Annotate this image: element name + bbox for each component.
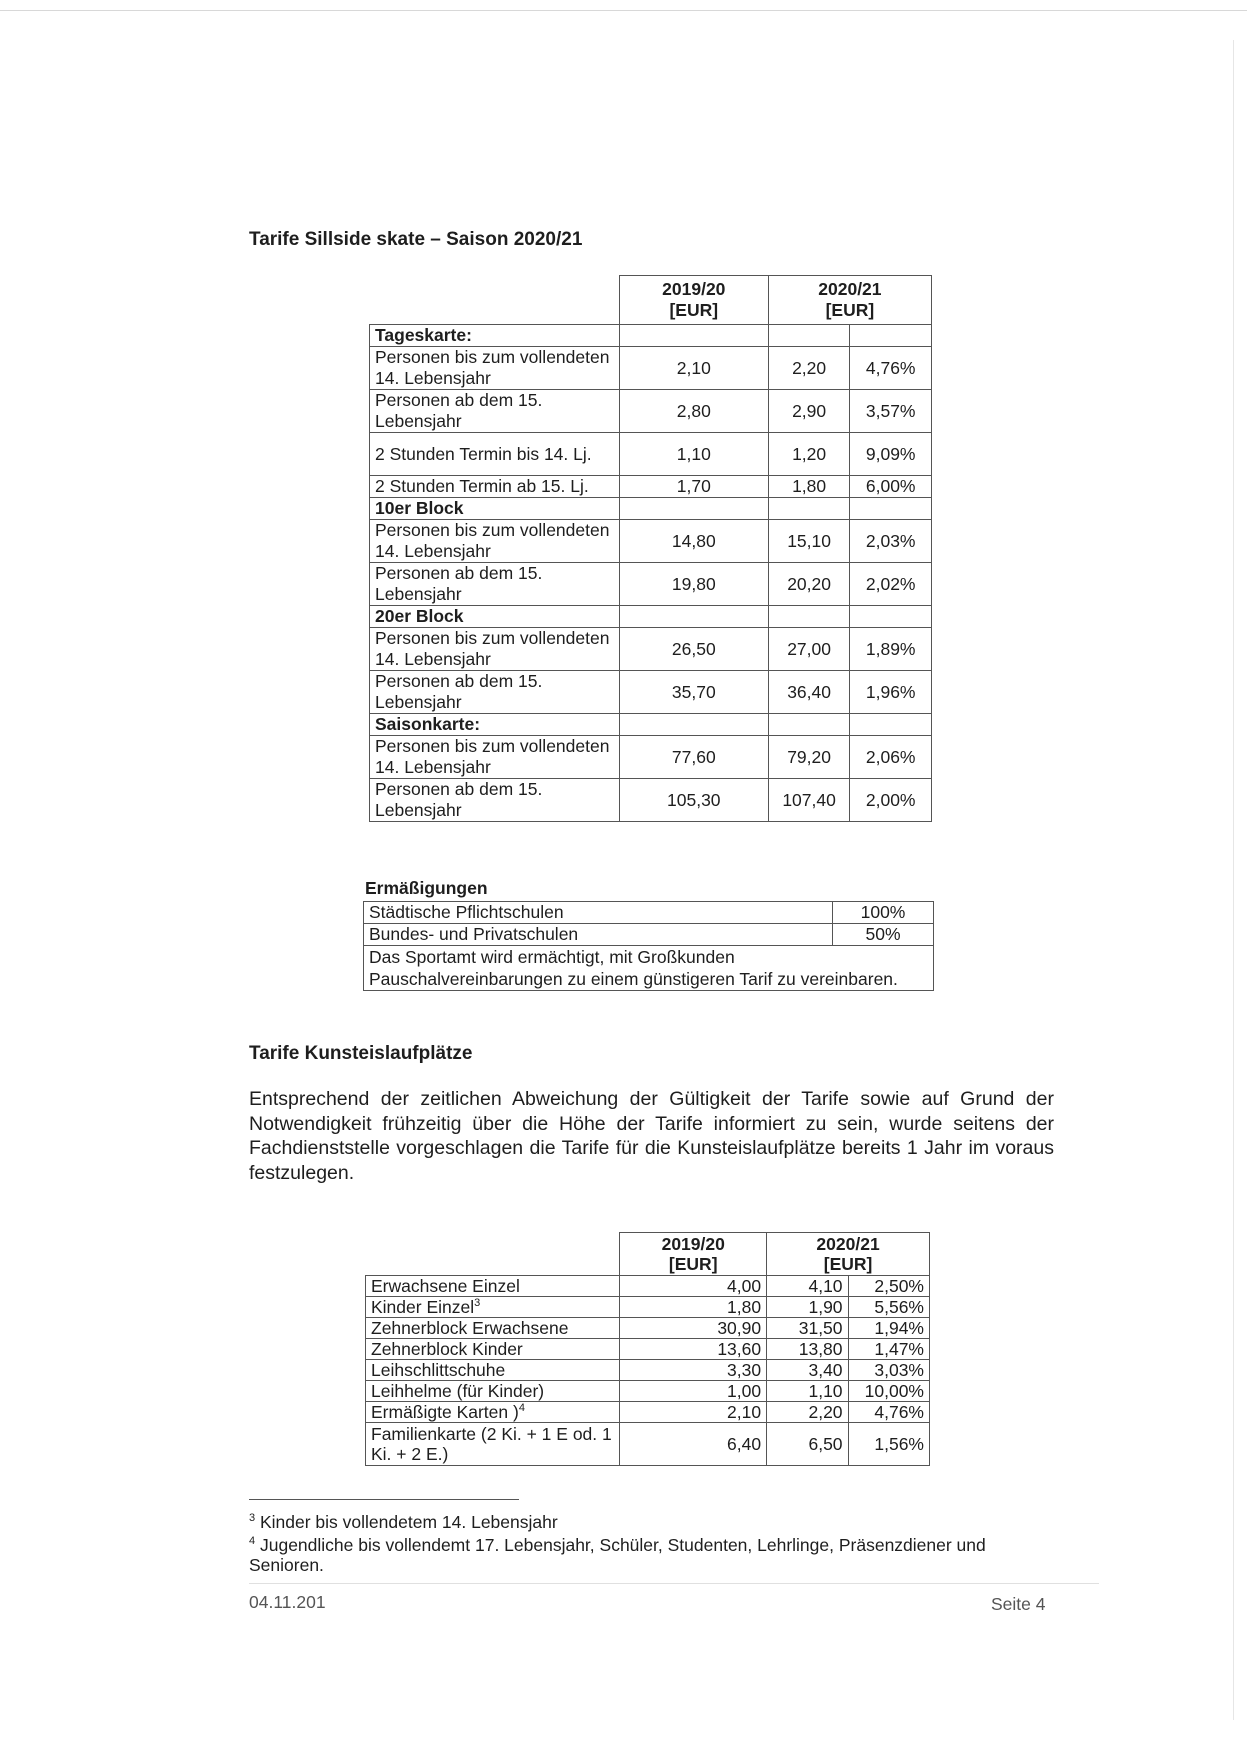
change-percent: 2,03% (850, 520, 932, 563)
row-label: Tageskarte: (370, 325, 620, 347)
table-row (366, 1381, 930, 1402)
value-2019: 1,00 (620, 1381, 767, 1402)
value-2019: 30,90 (620, 1318, 767, 1339)
value-2020: 79,20 (768, 736, 850, 779)
value-2019: 14,80 (619, 520, 768, 563)
value-2020: 15,10 (768, 520, 850, 563)
row-label: Erwachsene Einzel (366, 1276, 620, 1297)
table-row (366, 1297, 930, 1318)
footnote-3: $^3$ Kinder bis vollendetem 14. Lebensjahr (249, 1512, 558, 1532)
value-2019: 3,30 (620, 1360, 767, 1381)
change-percent: 5,56% (848, 1297, 929, 1318)
value-2020: 4,10 (767, 1276, 848, 1297)
value-2020: 6,50 (767, 1423, 848, 1466)
table-header-row (370, 276, 932, 325)
value-2020: 107,40 (768, 779, 850, 822)
table-row (366, 1402, 930, 1423)
table-row (370, 779, 932, 822)
value-2019: 1,70 (619, 476, 768, 498)
table-row (370, 736, 932, 779)
table-row (370, 433, 932, 476)
row-label: 2 Stunden Termin bis 14. Lj. (370, 433, 620, 476)
change-percent: 9,09% (850, 433, 932, 476)
row-label: 20er Block (370, 606, 620, 628)
discount-value: 50% (833, 924, 934, 946)
row-label: Personen ab dem 15. Lebensjahr (370, 563, 620, 606)
value-2020: 1,80 (768, 476, 850, 498)
row-label: Saisonkarte: (370, 714, 620, 736)
value-2020: 2,20 (768, 347, 850, 390)
discount-row (364, 924, 934, 946)
change-percent: 3,57% (850, 390, 932, 433)
row-label: Familienkarte (2 Ki. + 1 E od. 1 Ki. + 2 E.) (366, 1423, 620, 1466)
value-2020: 20,20 (768, 563, 850, 606)
change-percent: 1,94% (848, 1318, 929, 1339)
discount-label: Bundes- und Privatschulen (364, 924, 833, 946)
row-label: Personen bis zum vollendeten 14. Lebensjahr (370, 736, 620, 779)
change-percent: 4,76% (850, 347, 932, 390)
value-2019: 4,00 (620, 1276, 767, 1297)
value-2019: 2,10 (620, 1402, 767, 1423)
row-label: 10er Block (370, 498, 620, 520)
discount-label: Städtische Pflichtschulen (364, 902, 833, 924)
change-percent: 1,56% (848, 1423, 929, 1466)
row-label: Ermäßigte Karten )$^4$ (366, 1402, 620, 1423)
discount-note-row (364, 946, 934, 991)
value-2019: 26,50 (619, 628, 768, 671)
change-percent: 1,96% (850, 671, 932, 714)
footer-rule (249, 1583, 1099, 1584)
value-2019: 13,60 (620, 1339, 767, 1360)
value-2020: 13,80 (767, 1339, 848, 1360)
kunsteis-tariff-table (365, 1232, 930, 1466)
footnote-ref: 4 (518, 1402, 525, 1414)
row-label: Leihhelme (für Kinder) (366, 1381, 620, 1402)
sillside-tariff-table (369, 275, 932, 822)
table-row (366, 1276, 930, 1297)
table-row (370, 520, 932, 563)
table-section-row (370, 606, 932, 628)
footnote-ref: 3 (474, 1297, 481, 1309)
table-row (370, 476, 932, 498)
change-percent: 6,00% (850, 476, 932, 498)
table-header-row (366, 1233, 930, 1276)
table-row (366, 1423, 930, 1466)
value-2019: 35,70 (619, 671, 768, 714)
row-label: Zehnerblock Erwachsene (366, 1318, 620, 1339)
change-percent: 1,47% (848, 1339, 929, 1360)
row-label: Personen bis zum vollendeten 14. Lebensjahr (370, 520, 620, 563)
table-row (370, 563, 932, 606)
change-percent: 3,03% (848, 1360, 929, 1381)
row-label: Leihschlittschuhe (366, 1360, 620, 1381)
row-label: Personen bis zum vollendeten 14. Lebensjahr (370, 347, 620, 390)
change-percent: 2,06% (850, 736, 932, 779)
footer-page-number: Seite 4 (991, 1594, 1046, 1614)
col-header-2019: 2019/20 [EUR] (620, 1233, 767, 1276)
table-row (370, 390, 932, 433)
value-2019: 1,80 (620, 1297, 767, 1318)
value-2019: 6,40 (620, 1423, 767, 1466)
discounts-table (363, 901, 934, 991)
value-2019: 105,30 (619, 779, 768, 822)
table-row (370, 347, 932, 390)
value-2020: 1,20 (768, 433, 850, 476)
row-label: Personen ab dem 15. Lebensjahr (370, 671, 620, 714)
scan-edge-top (0, 10, 1247, 11)
discount-note: Das Sportamt wird ermächtigt, mit Großkunden Pauschalvereinbarungen zu einem günstigeren Tarif zu vereinbaren. (364, 946, 934, 991)
change-percent: 2,02% (850, 563, 932, 606)
table-section-row (370, 325, 932, 347)
table-row (370, 628, 932, 671)
row-label: Kinder Einzel$^3$ (366, 1297, 620, 1318)
row-label: Personen ab dem 15. Lebensjahr (370, 390, 620, 433)
value-2019: 1,10 (619, 433, 768, 476)
table-section-row (370, 498, 932, 520)
discounts-title: Ermäßigungen (365, 878, 488, 898)
row-label: 2 Stunden Termin ab 15. Lj. (370, 476, 620, 498)
discount-row (364, 902, 934, 924)
value-2020: 1,90 (767, 1297, 848, 1318)
change-percent: 2,50% (848, 1276, 929, 1297)
scan-edge-right (1233, 40, 1234, 1720)
footnote-4: $^4$ Jugendliche bis vollendemt 17. Lebensjahr, Schüler, Studenten, Lehrlinge, Präsenzdiener und Senioren. (249, 1535, 986, 1575)
value-2020: 1,10 (767, 1381, 848, 1402)
value-2020: 27,00 (768, 628, 850, 671)
value-2020: 2,90 (768, 390, 850, 433)
section-title-kunsteis: Tarife Kunsteislaufplätze (249, 1043, 473, 1064)
col-header-2020: 2020/21 [EUR] (767, 1233, 930, 1276)
section-title-sillside: Tarife Sillside skate – Saison 2020/21 (249, 229, 583, 250)
change-percent: 1,89% (850, 628, 932, 671)
col-header-2020: 2020/21 [EUR] (768, 276, 931, 325)
value-2020: 2,20 (767, 1402, 848, 1423)
col-header-2019: 2019/20 [EUR] (619, 276, 768, 325)
table-row (366, 1339, 930, 1360)
value-2019: 77,60 (619, 736, 768, 779)
change-percent: 2,00% (850, 779, 932, 822)
discount-value: 100% (833, 902, 934, 924)
value-2019: 2,80 (619, 390, 768, 433)
value-2020: 36,40 (768, 671, 850, 714)
footnote-rule (249, 1499, 519, 1500)
row-label: Zehnerblock Kinder (366, 1339, 620, 1360)
value-2019: 2,10 (619, 347, 768, 390)
table-section-row (370, 714, 932, 736)
table-row (366, 1360, 930, 1381)
intro-paragraph: Entsprechend der zeitlichen Abweichung der Gültigkeit der Tarife sowie auf Grund der Notwendigkeit frühzeitig über die Höhe der Tarife informiert zu sein, wurde seitens der Fachdienststelle vorgeschlagen die Tarife für die Kunsteislaufplätze bereits 1 Jahr im voraus festzulegen. (249, 1088, 1054, 1184)
value-2019: 19,80 (619, 563, 768, 606)
table-row (366, 1318, 930, 1339)
row-label: Personen bis zum vollendeten 14. Lebensjahr (370, 628, 620, 671)
change-percent: 4,76% (848, 1402, 929, 1423)
table-row (370, 671, 932, 714)
value-2020: 3,40 (767, 1360, 848, 1381)
change-percent: 10,00% (848, 1381, 929, 1402)
footer-date: 04.11.201 (249, 1592, 326, 1612)
row-label: Personen ab dem 15. Lebensjahr (370, 779, 620, 822)
value-2020: 31,50 (767, 1318, 848, 1339)
